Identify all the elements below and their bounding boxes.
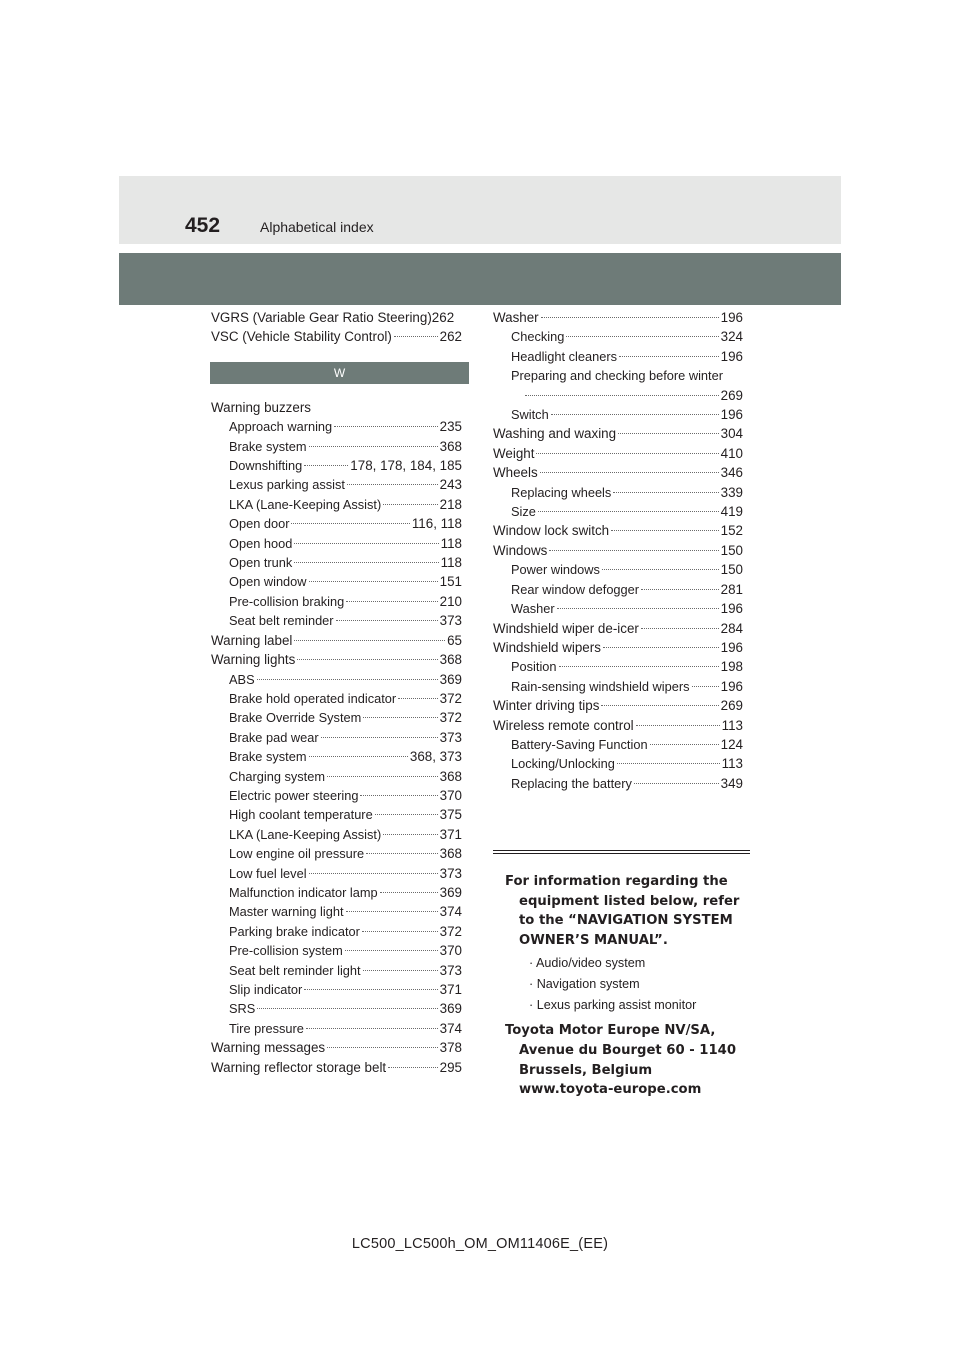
document-code-footer: LC500_LC500h_OM_OM11406E_(EE)	[351, 1236, 609, 1252]
entry-label: Position	[511, 659, 557, 675]
navigation-info-box	[493, 850, 750, 1100]
page-reference[interactable]: 235	[439, 419, 462, 435]
index-entry	[493, 444, 743, 463]
page-reference[interactable]: 284	[720, 620, 743, 636]
entry-label: Open hood	[229, 535, 293, 551]
page-reference[interactable]: 339	[720, 484, 743, 500]
entry-label: Windshield wiper de-icer	[493, 620, 639, 636]
index-entry	[493, 463, 743, 482]
entry-label: Wheels	[493, 465, 538, 481]
info-intro: For information regarding the equipment listed below, refer to the “NAVIGATION SYSTEM OWNER’S MANUAL”.	[505, 874, 740, 948]
entry-label: Malfunction indicator lamp	[229, 884, 378, 900]
index-subentry	[211, 747, 462, 766]
entry-label: Switch	[511, 407, 549, 423]
page-reference[interactable]: 113	[721, 756, 743, 772]
index-subentry	[211, 999, 462, 1018]
index-subentry	[211, 786, 462, 805]
entry-label: High coolant temperature	[229, 807, 373, 823]
index-entry	[493, 716, 743, 735]
page-reference[interactable]: 262	[439, 329, 462, 345]
entry-label: Master warning light	[229, 904, 344, 920]
entry-label: Open window	[229, 574, 307, 590]
website-link[interactable]: www.toyota-europe.com	[519, 1082, 702, 1098]
entry-label: Windows	[493, 542, 548, 558]
dot-leader	[559, 666, 719, 667]
page-reference[interactable]: 113	[721, 717, 743, 733]
dot-leader	[388, 1067, 438, 1068]
info-item: · Audio/video system	[529, 956, 646, 971]
entry-label: Warning reflector storage belt	[211, 1059, 387, 1075]
address-text: Toyota Motor Europe NV/SA, Avenue du Bourget 60 - 1140 Brussels, Belgium	[505, 1023, 737, 1078]
dot-leader	[613, 492, 718, 493]
index-subentry	[493, 366, 743, 385]
page-reference[interactable]: 243	[439, 477, 462, 493]
index-subentry	[211, 864, 462, 883]
header-band	[119, 176, 841, 244]
index-entry	[211, 650, 462, 669]
dot-leader	[294, 562, 438, 563]
page-reference[interactable]: 196	[720, 639, 743, 655]
dot-leader	[641, 589, 719, 590]
section-title: Alphabetical index	[260, 219, 374, 235]
index-subentry	[211, 534, 462, 553]
dot-leader	[375, 814, 438, 815]
entry-label: Power windows	[511, 562, 600, 578]
index-entry	[211, 308, 462, 327]
index-subentry	[211, 941, 462, 960]
index-subentry	[211, 844, 462, 863]
index-entry	[211, 1058, 462, 1077]
page-reference[interactable]: 281	[720, 581, 743, 597]
page-reference[interactable]: 373	[439, 865, 462, 881]
entry-label: Headlight cleaners	[511, 348, 617, 364]
page-reference[interactable]: 368	[439, 438, 462, 454]
entry-label: Charging system	[229, 768, 326, 784]
index-subentry	[211, 883, 462, 902]
page-reference[interactable]: 295	[439, 1059, 462, 1075]
page-reference[interactable]: 369	[439, 1001, 462, 1017]
dot-leader	[540, 472, 719, 473]
index-subentry	[493, 405, 743, 424]
index-subentry	[211, 495, 462, 514]
page-reference[interactable]: 372	[439, 690, 462, 706]
info-item: · Navigation system	[529, 977, 640, 992]
dot-leader	[650, 744, 719, 745]
index-entry	[493, 696, 743, 715]
page-reference[interactable]: 118	[440, 535, 462, 551]
dot-leader	[641, 628, 719, 629]
page-reference[interactable]: 374	[439, 904, 462, 920]
dot-leader	[366, 853, 437, 854]
entry-label: Replacing wheels	[511, 484, 612, 500]
entry-label: Pre-collision braking	[229, 593, 345, 609]
dot-leader	[398, 698, 437, 699]
index-entry	[493, 541, 743, 560]
page-reference[interactable]: 269	[720, 698, 743, 714]
page-reference[interactable]: 378	[439, 1040, 462, 1056]
dot-leader	[291, 523, 409, 524]
index-subentry	[493, 580, 743, 599]
entry-label: LKA (Lane-Keeping Assist)	[229, 496, 382, 512]
page-reference[interactable]: 372	[439, 710, 462, 726]
entry-label: Brake Override System	[229, 710, 362, 726]
dot-leader	[360, 795, 437, 796]
index-subentry	[211, 475, 462, 494]
index-subentry	[493, 735, 743, 754]
index-subentry	[211, 708, 462, 727]
entry-label: Slip indicator	[229, 982, 303, 997]
double-rule-bottom	[493, 853, 750, 854]
page-reference[interactable]: 373	[439, 613, 462, 629]
page-reference[interactable]: 371	[439, 982, 462, 997]
index-entry	[211, 631, 462, 650]
dot-leader	[306, 1028, 438, 1029]
page-reference[interactable]: 349	[720, 775, 743, 791]
entry-label: Battery-Saving Function	[511, 736, 648, 752]
entry-label: VGRS (Variable Gear Ratio Steering)	[211, 310, 432, 325]
dot-leader	[304, 465, 348, 466]
page-reference[interactable]: 150	[720, 542, 743, 558]
index-entry	[211, 398, 462, 417]
page-reference[interactable]: 368	[439, 846, 462, 862]
entry-label: Weight	[493, 445, 535, 461]
index-entry	[493, 308, 743, 327]
index-subentry	[493, 483, 743, 502]
page-reference[interactable]: 368, 373	[409, 749, 462, 765]
page-reference[interactable]: 269	[720, 387, 743, 403]
entry-label: Seat belt reminder light	[229, 962, 361, 978]
page-reference[interactable]: 196	[720, 678, 743, 694]
index-subentry	[493, 657, 743, 676]
info-item: · Lexus parking assist monitor	[529, 998, 697, 1013]
entry-label: Low engine oil pressure	[229, 846, 365, 862]
entry-label: Window lock switch	[493, 523, 610, 539]
page-reference[interactable]: 368	[439, 768, 462, 784]
index-subentry	[211, 980, 462, 999]
dot-leader	[541, 317, 719, 318]
dot-leader	[327, 776, 438, 777]
entry-label: Warning label	[211, 632, 293, 648]
index-subentry	[211, 922, 462, 941]
dot-leader	[309, 873, 438, 874]
index-subentry	[493, 502, 743, 521]
page-reference[interactable]: 372	[439, 923, 462, 939]
page-reference[interactable]: 419	[720, 504, 743, 520]
dot-leader	[362, 931, 438, 932]
dot-leader	[551, 414, 719, 415]
entry-label: Low fuel level	[229, 865, 307, 881]
page-reference[interactable]: 116, 118	[411, 516, 462, 532]
dot-leader	[309, 446, 438, 447]
page-reference[interactable]: 210	[439, 593, 462, 609]
entry-label: Downshifting	[229, 458, 303, 474]
page-reference[interactable]: 410	[720, 445, 743, 461]
index-subentry	[493, 560, 743, 579]
entry-label: Open trunk	[229, 555, 293, 571]
index-entry	[493, 424, 743, 443]
page-reference[interactable]: 373	[439, 962, 462, 978]
dot-leader	[304, 989, 437, 990]
entry-label: Warning messages	[211, 1040, 326, 1056]
index-subentry	[493, 774, 743, 793]
dot-leader	[327, 1047, 438, 1048]
index-subentry	[211, 670, 462, 689]
entry-label: Washing and waxing	[493, 426, 617, 442]
index-subentry	[211, 611, 462, 630]
letter-heading-w: W	[210, 362, 469, 384]
double-rule-top	[493, 850, 750, 851]
page-reference[interactable]: 65	[447, 632, 462, 648]
dot-leader	[321, 737, 438, 738]
page-reference[interactable]: 262	[431, 310, 455, 325]
dot-leader	[618, 433, 719, 434]
page-reference[interactable]: 371	[439, 826, 462, 842]
index-subentry	[493, 677, 743, 696]
index-subentry	[211, 767, 462, 786]
dot-leader	[603, 647, 719, 648]
info-item-list	[529, 953, 750, 1016]
dot-leader	[525, 395, 719, 396]
page-reference[interactable]: 373	[439, 729, 462, 745]
index-subentry	[493, 599, 743, 618]
index-subentry	[211, 553, 462, 572]
page-reference[interactable]: 375	[439, 807, 462, 823]
dot-leader	[602, 569, 719, 570]
entry-label: Approach warning	[229, 419, 333, 435]
page-reference[interactable]: 198	[720, 659, 743, 675]
entry-label: Rain-sensing windshield wipers	[511, 678, 690, 694]
index-column-left	[211, 308, 462, 1077]
page-reference[interactable]: 374	[439, 1020, 462, 1036]
dot-leader	[549, 550, 718, 551]
index-entry	[211, 327, 462, 346]
page-reference[interactable]: 218	[439, 496, 462, 512]
index-entry	[493, 521, 743, 540]
entry-label: Warning lights	[211, 652, 296, 668]
entry-label: ABS	[229, 671, 255, 687]
dot-leader	[346, 911, 438, 912]
index-subentry	[211, 514, 462, 533]
dot-leader	[294, 543, 438, 544]
dot-leader	[294, 640, 445, 641]
entry-label: Open door	[229, 516, 290, 532]
entry-label: Brake pad wear	[229, 729, 319, 745]
entry-label: Tire pressure	[229, 1020, 304, 1036]
entry-label: Washer	[493, 310, 539, 325]
page-reference[interactable]: 368	[439, 652, 462, 668]
dot-leader	[363, 717, 437, 718]
index-subentry	[211, 592, 462, 611]
page-reference[interactable]: 196	[720, 407, 743, 423]
dot-leader	[345, 950, 438, 951]
page-reference[interactable]: 124	[720, 736, 743, 752]
index-entry	[493, 619, 743, 638]
index-subentry	[211, 825, 462, 844]
index-subentry	[211, 902, 462, 921]
entry-label: Electric power steering	[229, 787, 359, 803]
entry-label: Preparing and checking before winter	[511, 368, 723, 384]
index-subentry	[211, 572, 462, 591]
dot-leader	[297, 659, 437, 660]
index-subentry	[493, 347, 743, 366]
index-subentry	[211, 961, 462, 980]
page-reference[interactable]: 196	[720, 348, 743, 364]
index-entry	[493, 638, 743, 657]
dot-leader	[380, 892, 438, 893]
page-reference[interactable]: 369	[439, 671, 462, 687]
page-reference[interactable]: 118	[440, 555, 462, 571]
dot-leader	[617, 763, 720, 764]
info-address	[505, 1021, 750, 1099]
entry-label: Size	[511, 504, 536, 520]
page-reference[interactable]: 304	[720, 426, 743, 442]
entry-label: Washer	[511, 601, 555, 617]
index-subentry	[211, 456, 462, 475]
entry-label: SRS	[229, 1001, 256, 1017]
dot-leader	[566, 336, 718, 337]
index-subentry	[211, 728, 462, 747]
entry-label: Seat belt reminder	[229, 613, 334, 629]
page-reference[interactable]: 370	[439, 787, 462, 803]
dot-leader	[619, 356, 719, 357]
entry-label: Warning buzzers	[211, 399, 311, 415]
index-subentry	[493, 386, 743, 405]
page-reference[interactable]: 324	[720, 329, 743, 345]
page-reference[interactable]: 196	[720, 310, 743, 325]
entry-label: Brake hold operated indicator	[229, 690, 397, 706]
page-reference[interactable]: 152	[720, 523, 743, 539]
index-subentry	[211, 689, 462, 708]
dot-leader	[611, 530, 719, 531]
dot-leader	[257, 679, 438, 680]
dot-leader	[309, 756, 408, 757]
entry-label: Windshield wipers	[493, 639, 601, 655]
dot-leader	[383, 504, 437, 505]
entry-label: Parking brake indicator	[229, 923, 360, 939]
index-subentry	[211, 437, 462, 456]
page-number: 452	[185, 214, 221, 237]
page-reference[interactable]: 178, 178, 184, 185	[350, 458, 462, 474]
entry-label: Checking	[511, 329, 565, 345]
entry-label: LKA (Lane-Keeping Assist)	[229, 826, 382, 842]
index-subentry	[493, 327, 743, 346]
dot-leader	[257, 1008, 437, 1009]
index-subentry	[211, 1019, 462, 1038]
page-reference[interactable]: 369	[439, 884, 462, 900]
entry-label: Brake system	[229, 438, 307, 454]
dot-leader	[346, 601, 437, 602]
dot-leader	[334, 426, 438, 427]
entry-label: Pre-collision system	[229, 943, 343, 959]
entry-label: Locking/Unlocking	[511, 756, 615, 772]
entry-label: Rear window defogger	[511, 581, 640, 597]
dot-leader	[309, 581, 438, 582]
dot-leader	[383, 834, 437, 835]
page-reference[interactable]: 196	[720, 601, 743, 617]
index-subentry	[211, 417, 462, 436]
page-reference[interactable]: 151	[439, 574, 462, 590]
entry-label: VSC (Vehicle Stability Control)	[211, 329, 392, 345]
index-column-right	[493, 308, 743, 793]
page-reference[interactable]: 370	[439, 943, 462, 959]
dot-leader	[692, 686, 719, 687]
dot-leader	[601, 705, 718, 706]
dot-leader	[536, 453, 718, 454]
dot-leader	[394, 336, 438, 337]
entry-label: Brake system	[229, 749, 307, 765]
dot-leader	[538, 511, 719, 512]
page-reference[interactable]: 150	[720, 562, 743, 578]
index-entry	[211, 1038, 462, 1057]
dot-leader	[634, 783, 719, 784]
dot-leader	[363, 970, 438, 971]
header-dark-band	[119, 253, 841, 305]
dot-leader	[636, 725, 720, 726]
page-reference[interactable]: 346	[720, 465, 743, 481]
dot-leader	[336, 620, 438, 621]
dot-leader	[557, 608, 719, 609]
dot-leader	[347, 484, 438, 485]
entry-label: Replacing the battery	[511, 775, 632, 791]
entry-label: Wireless remote control	[493, 717, 634, 733]
index-subentry	[493, 754, 743, 773]
index-subentry	[211, 805, 462, 824]
entry-label: Lexus parking assist	[229, 477, 345, 493]
entry-label: Winter driving tips	[493, 698, 600, 714]
